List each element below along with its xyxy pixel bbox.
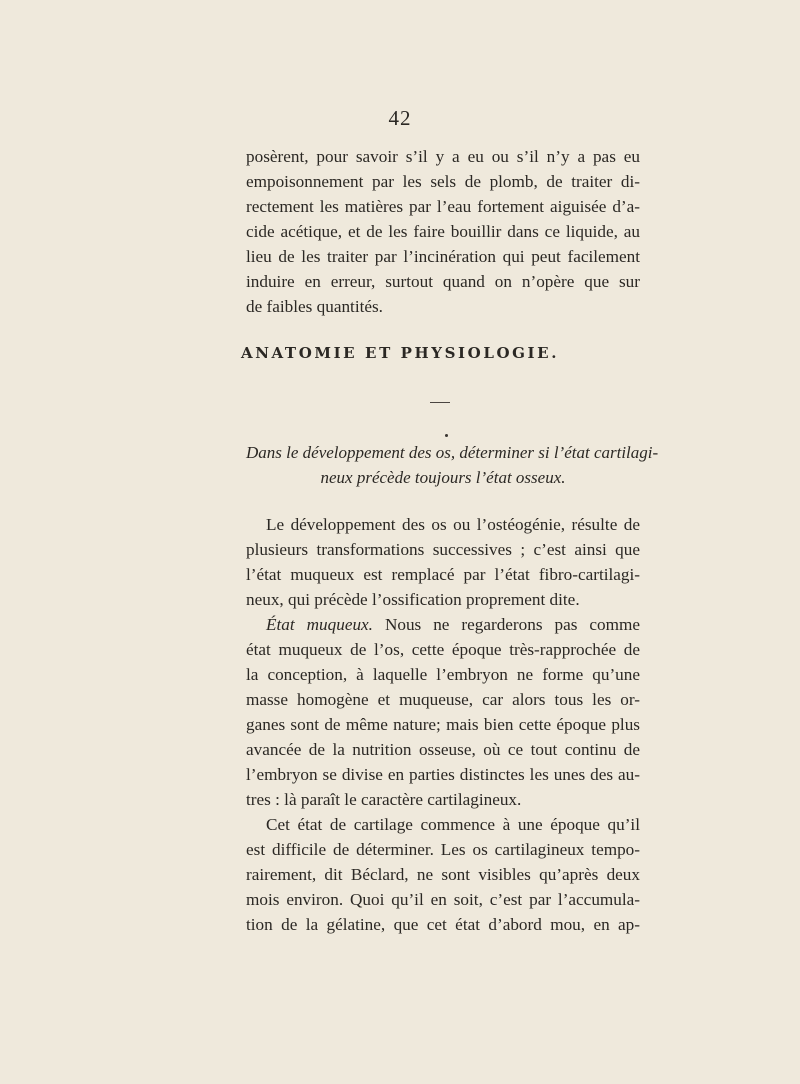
text-line: avancée de la nutrition osseuse, où ce tout continu de — [246, 740, 640, 759]
page-number: 42 — [388, 106, 412, 130]
text-line: ganes sont de même nature; mais bien cette époque plus — [246, 715, 640, 734]
subsection-title-line: neux précède toujours l’état osseux. — [320, 468, 566, 487]
text-line: rectement les matières par l’eau fortement aiguisée d’a- — [246, 197, 640, 216]
text-line: neux, qui précède l’ossification proprement dite. — [246, 590, 580, 609]
text-line: état muqueux de l’os, cette époque très-rapprochée de — [246, 640, 640, 659]
text-line: masse homogène et muqueuse, car alors tous les or- — [246, 690, 640, 709]
text-line: induire en erreur, surtout quand on n’opère que sur — [246, 272, 640, 291]
subsection-title-line: Dans le développement des os, déterminer si l’état cartilagi- — [246, 443, 659, 462]
text-line — [246, 612, 640, 637]
ink-dot — [445, 434, 448, 437]
text-line: tion de la gélatine, que cet état d’abord mou, en ap- — [246, 915, 640, 934]
text-line: cide acétique, et de les faire bouillir dans ce liquide, au — [246, 222, 640, 241]
text-line: rairement, dit Béclard, ne sont visibles qu’après deux — [246, 865, 640, 884]
text-line: tres : là paraît le caractère cartilagineux. — [246, 790, 522, 809]
body-text — [246, 512, 640, 937]
section-heading: ANATOMIE ET PHYSIOLOGIE. — [240, 344, 560, 362]
text-line: posèrent, pour savoir s’il y a eu ou s’il n’y a pas eu — [246, 147, 640, 166]
text-line: de faibles quantités. — [246, 297, 383, 316]
text-line: lieu de les traiter par l’incinération qui peut facilement — [246, 247, 640, 266]
text-line: empoisonnement par les sels de plomb, de traiter di- — [246, 172, 640, 191]
text-line: Le développement des os ou l’ostéogénie, résulte de — [266, 515, 640, 534]
text-line: l’état muqueux est remplacé par l’état fibro-cartilagi- — [246, 565, 640, 584]
italic-lead: État muqueux. — [266, 615, 373, 634]
text-run: Nous ne regarderons pas comme — [372, 615, 640, 634]
text-line: plusieurs transformations successives ; c’est ainsi que — [246, 540, 640, 559]
text-line: l’embryon se divise en parties distinctes les unes des au- — [246, 765, 640, 784]
subsection-title — [246, 440, 659, 490]
text-line: mois environ. Quoi qu’il en soit, c’est par l’accumula- — [246, 890, 640, 909]
text-line: est difficile de déterminer. Les os cartilagineux tempo- — [246, 840, 640, 859]
text-line: Cet état de cartilage commence à une époque qu’il — [266, 815, 640, 834]
text-line: la conception, à laquelle l’embryon ne forme qu’une — [246, 665, 640, 684]
paragraph-1 — [246, 144, 640, 319]
divider-rule — [430, 402, 450, 403]
